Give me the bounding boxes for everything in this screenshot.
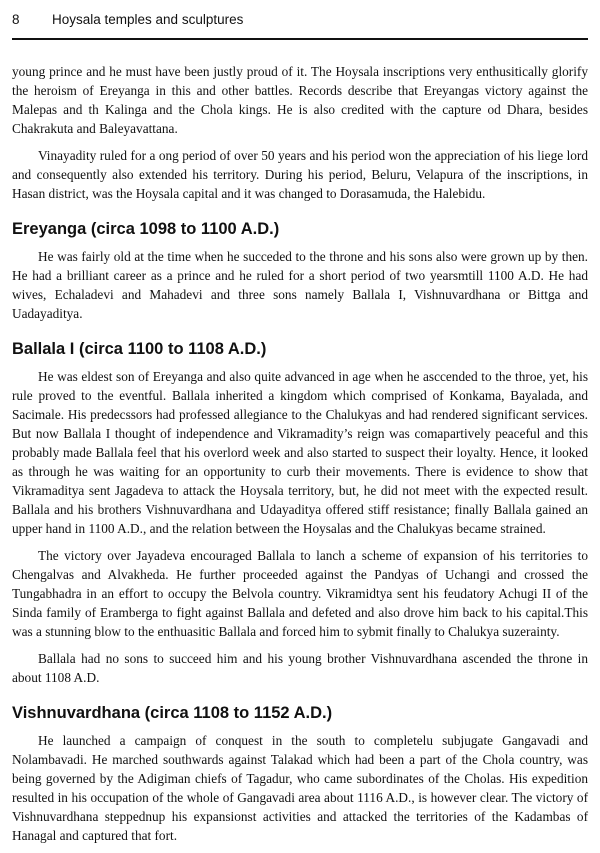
page-number: 8 [12,12,20,27]
page-body [12,62,588,853]
section-heading-vishnuvardhana: Vishnuvardhana (circa 1108 to 1152 A.D.) [12,704,333,722]
paragraph: He was eldest son of Ereyanga and also quite advanced in age when he asccended to the throe, yet, his rule proved to the eventful. Ballala inherited a kingdom which comprised of Konkama, Bayalada, and Sacimale. His predecssors had professed allegiance to the Chalukyas and had rendered significant services. But now Ballala I thought of independence and Vikramadity’s reign was comapartively peaceful and this probably made Ballala feel that his overlord week and also started to suspect their loyalty. Hence, it looked as through he was waiting for an opportunity to curb their movements. There is evidence to show that Vikramaditya sent Jagadeva to attack the Hoysala territory, but, he did not meet with the expected result. Ballala and his brothers Vishnuvardhana and Udayaditya offered stiff resistance; finally Ballala gained an upper hand in 1100 A.D., and the relation between the Hoysalas and the Chalukyas became strained. [12,369,588,536]
running-title: Hoysala temples and sculptures [52,12,244,27]
section-heading-ballala: Ballala I (circa 1100 to 1108 A.D.) [12,340,267,358]
paragraph: young prince and he must have been justly proud of it. The Hoysala inscriptions very enthusitically glorify the heroism of Ereyanga in this and other battles. Records describe that Ereyangas victory against the Malepas and th Kalinga and the Chola kings. He is also credited with the capture od Dhara, besides Chakrakuta and Baleyavattana. [12,64,588,136]
paragraph: Ballala had no sons to succeed him and his young brother Vishnuvardhana ascended the throne in about 1108 A.D. [12,651,588,685]
header-rule [12,38,588,40]
paragraph: He was fairly old at the time when he succeded to the throne and his sons also were grown up by then. He had a brilliant career as a prince and he ruled for a short period of two yearsmtill 1100 A.D. He had wives, Echaladevi and Mahadevi and three sons namely Ballala I, Vishnuvardhana or Bittga and Uadayaditya. [12,249,588,321]
running-header [12,12,588,38]
paragraph: The victory over Jayadeva encouraged Ballala to lanch a scheme of expansion of his territories to Chengalvas and Alvakheda. He further proceeded against the Pandyas of Uchangi and crossed the Tungabhadra in an effort to occupy the Belvola country. Vikramidtya sent his feudatory Achugi II of the Sinda family of Eramberga to fight against Ballala and defeted and also drove him back to his capital.This was a stunning blow to the enthuasitic Ballala and forced him to sybmit finally to Chalukya suzerainty. [12,548,588,639]
paragraph: Vinayadity ruled for a ong period of over 50 years and his period won the appreciation of his liege lord and consequently also extended his territory. During his period, Beluru, Velapura of the inscriptions, in Hasan district, was the Hoysala capital and it was changed to Dorasamuda, the Halebidu. [12,148,588,201]
section-heading-ereyanga: Ereyanga (circa 1098 to 1100 A.D.) [12,220,280,238]
paragraph: He launched a campaign of conquest in the south to completelu subjugate Gangavadi and Nolambavadi. He marched southwards against Talakad which had been a part of the Chola country, was being governed by the Adigiman chiefs of Tagadur, who came subordinates of the Cholas. His expedition resulted in his occupation of the whole of Gangavadi area about 1116 A.D., is however clear. The victory of Vishnuvardhana steppednup his expansionst activities and attacked the territories of the Kadambas of Hanagal and captured that fort. [12,733,588,843]
